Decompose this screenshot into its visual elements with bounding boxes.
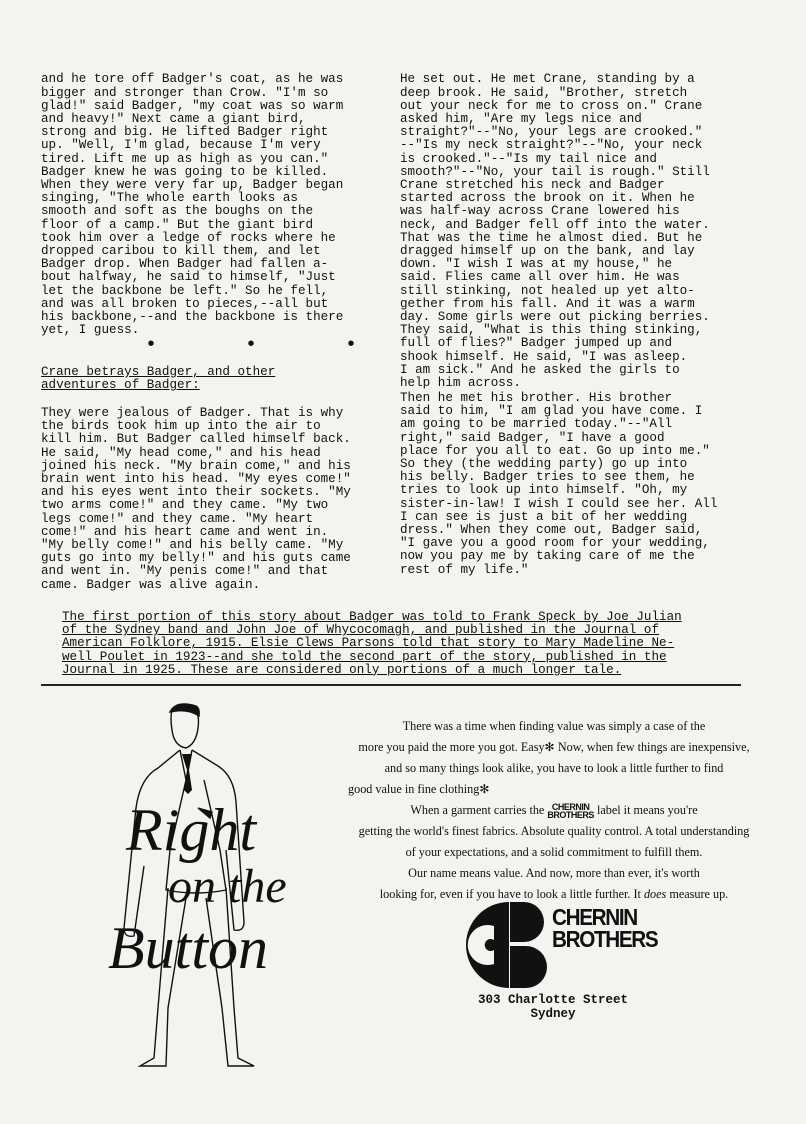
ad-line: looking for, even if you have to look a little further. It does measure up. bbox=[379, 887, 729, 901]
slogan-line: Button bbox=[108, 915, 268, 981]
divider bbox=[41, 684, 741, 686]
ad-line: more you paid the more you got. Easy✻ Now, when few things are inexpensive, bbox=[358, 740, 750, 754]
ornament-icon: ✻ bbox=[544, 740, 555, 754]
section-separator: • • • bbox=[145, 334, 396, 357]
section-heading: Crane betrays Badger, and other adventures of Badger: bbox=[41, 365, 276, 393]
ad-slogan bbox=[108, 797, 328, 1030]
story-column-left bbox=[41, 47, 343, 351]
brand-inline-logo: CHERNIN BROTHERS bbox=[547, 802, 594, 821]
ad-line: of your expectations, and a solid commitment to fulfill them. bbox=[405, 845, 703, 859]
chernin-brothers-logo-icon bbox=[464, 900, 552, 990]
slogan-line: Right bbox=[126, 797, 256, 863]
story-column-right bbox=[400, 47, 710, 403]
store-address: 303 Charlotte Street Sydney bbox=[478, 993, 629, 1021]
ad-line: and so many things look alike, you have to look a little further to find bbox=[384, 761, 724, 775]
ad-line: There was a time when finding value was simply a case of the bbox=[402, 719, 706, 733]
ad-line: good value in fine clothing✻ bbox=[348, 782, 490, 796]
story-paragraph: Then he met his brother. His brother said to him, "I am glad you have come. I am going to be married today."--"All right," said Badger, "I have a good place for you all to eat. Go up into me." So they (the wedding party) go up into his belly. Badger tries to see them, he tries to look up into himself. "Oh, my sister-in-law! I wish I could see her. All I can see is just a bit of her wedding dress." When they come out, Badger said, "I gave you a good room for your wedding, now you pay me by taking care of me the rest of my life." bbox=[400, 391, 718, 577]
story-paragraph: They were jealous of Badger. That is why the birds took him up into the air to kill him. But Badger called himself back. He said, "My head come," and his head joined his neck. "My brain come," and his brain went into his head. "My eyes come!" and his eyes went into their sockets. "My two arms come!" and they came. "My two legs come!" and they came. "My heart come!" and his heart came and went in. "My belly come!" and his belly came. "My guts go into my belly!" and his guts came and went in. "My penis come!" and that came. Badger was alive again. bbox=[41, 406, 351, 592]
brand-wordmark: CHERNIN BROTHERS bbox=[552, 904, 658, 952]
ornament-icon: ✻ bbox=[479, 782, 490, 796]
slogan-line: on the bbox=[168, 860, 287, 913]
story-paragraph: and he tore off Badger's coat, as he was bigger and stronger than Crow. "I'm so glad!" said Badger, "my coat was so warm and heavy!" Next came a giant bird, strong and big. He lifted Badger right up. "Well, I'm glad, because I'm very tired. Lift me up as high as you can." Badger knew he was going to be killed. When they were very far up, Badger began singing, "The whole earth looks as smooth and soft as the boughs on the floor of a camp." But the giant bird took him over a ledge of rocks where he dropped caribou to kill them, and let Badger drop. When Badger had fallen a- bout halfway, he said to himself, "Just let the backbone be left." So he fell, and was all broken to pieces,--all but his backbone,--and the backbone is there yet, I guess. bbox=[41, 72, 344, 338]
ad-line: getting the world's finest fabrics. Absolute quality control. A total understanding bbox=[358, 824, 750, 838]
source-note: The first portion of this story about Badger was told to Frank Speck by Joe Julian of the Sydney band and John Joe of Whycocomagh, and published in the Journal of American Folklore, 1915. Elsie Clews Parsons told that story to Mary Madeline Ne- well Poulet in 1923--and she told the second part of the story, published in the Journal in 1925. These are considered only portions of a much longer tale. bbox=[62, 610, 682, 677]
ad-copy bbox=[342, 716, 766, 905]
ad-line: Our name means value. And now, more than ever, it's worth bbox=[408, 866, 700, 880]
story-paragraph: He set out. He met Crane, standing by a deep brook. He said, "Brother, stretch out your neck for me to cross on." Crane asked him, "Are my legs nice and straight?"--"No, your legs are crooked." --"Is my neck straight?"--"No, your neck is crooked."--"Is my tail nice and smooth?"--"No, your tail is rough." Still Crane stretched his neck and Badger started across the brook on it. When he was half-way across Crane lowered his neck, and Badger fell off into the water. That was the time he almost died. But he dragged himself up on the bank, and lay down. "I wish I was at my house," he said. Flies came all over him. He was still stinking, not healed up yet alto- gether from his fall. And it was a warm day. Some girls were out picking berries. They said, "What is this thing stinking, full of flies?" Badger jumped up and shook himself. He said, "I was asleep. I am sick." And he asked the girls to help him across. bbox=[400, 72, 710, 391]
ad-line: When a garment carries the CHERNIN BROTHERS label it means you're bbox=[410, 802, 698, 821]
